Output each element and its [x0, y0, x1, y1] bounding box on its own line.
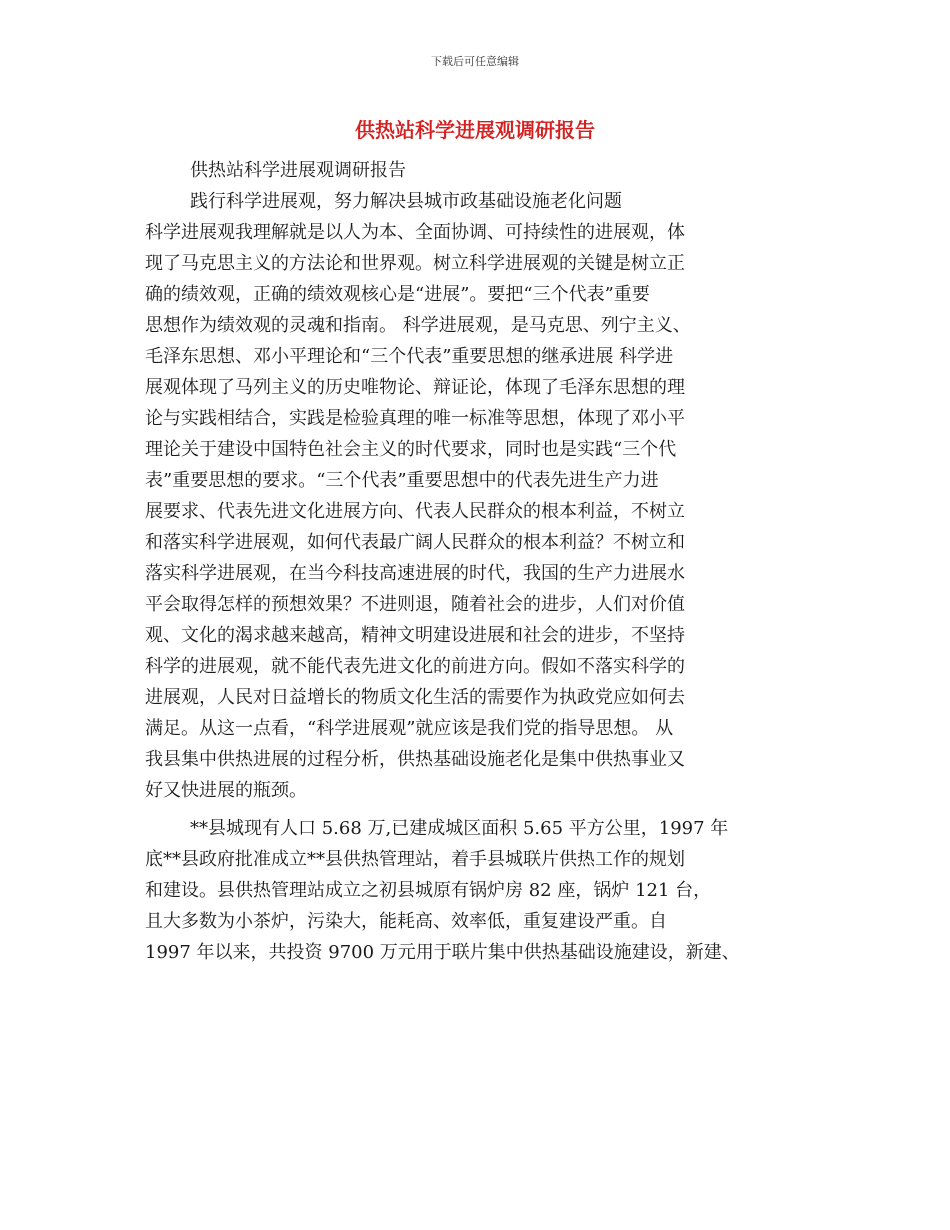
text-line: 且大多数为小茶炉，污染大，能耗高、效率低，重复建设严重。自 — [145, 911, 667, 932]
page-header-note: 下载后可任意编辑 — [431, 55, 519, 68]
text-line: 底**县政府批准成立**县供热管理站，着手县城联片供热工作的规划 — [145, 849, 685, 870]
text-line: 表”重要思想的要求。“三个代表”重要思想中的代表先进生产力进 — [145, 470, 659, 491]
document-body — [145, 155, 815, 968]
text-line: 满足。从这一点看，“科学进展观”就应该是我们党的指导思想。 从 — [145, 718, 674, 739]
text-line: 进展观，人民对日益增长的物质文化生活的需要作为执政党应如何去 — [145, 687, 685, 708]
text-line: 现了马克思主义的方法论和世界观。树立科学进展观的关键是树立正 — [145, 253, 685, 274]
text-line: 展观体现了马列主义的历史唯物论、辩证论，体现了毛泽东思想的理 — [145, 377, 685, 398]
text-line: 理论关于建设中国特色社会主义的时代要求，同时也是实践“三个代 — [145, 439, 677, 460]
text-line: 和建设。县供热管理站成立之初县城原有锅炉房 82 座，锅炉 121 台， — [145, 880, 712, 901]
text-line: 论与实践相结合，实践是检验真理的唯一标准等思想，体现了邓小平 — [145, 408, 685, 429]
text-line: 我县集中供热进展的过程分析，供热基础设施老化是集中供热事业又 — [145, 749, 685, 770]
text-line: 观、文化的渴求越来越高，精神文明建设进展和社会的进步，不坚持 — [145, 625, 685, 646]
text-line: 确的绩效观，正确的绩效观核心是“进展”。要把“三个代表”重要 — [145, 284, 650, 305]
paragraph-1 — [145, 217, 815, 806]
section-heading: 践行科学进展观，努力解决县城市政基础设施老化问题 — [190, 191, 622, 212]
text-line: **县城现有人口 5.68 万,已建成城区面积 5.65 平方公里，1997 年 — [190, 818, 729, 839]
text-line: 科学的进展观，就不能代表先进文化的前进方向。假如不落实科学的 — [145, 656, 685, 677]
document-title: 供热站科学进展观调研报告 — [355, 118, 595, 142]
text-line: 思想作为绩效观的灵魂和指南。 科学进展观，是马克思、列宁主义、 — [145, 315, 691, 336]
text-line: 和落实科学进展观，如何代表最广阔人民群众的根本利益？不树立和 — [145, 532, 685, 553]
text-line: 1997 年以来，共投资 9700 万元用于联片集中供热基础设施建设，新建、 — [145, 942, 740, 963]
text-line: 展要求、代表先进文化进展方向、代表人民群众的根本利益，不树立 — [145, 501, 685, 522]
text-line: 落实科学进展观，在当今科技高速进展的时代，我国的生产力进展水 — [145, 563, 685, 584]
text-line: 毛泽东思想、邓小平理论和“三个代表”重要思想的继承进展 科学进 — [145, 346, 674, 367]
document-subtitle: 供热站科学进展观调研报告 — [190, 160, 406, 181]
text-line: 好又快进展的瓶颈。 — [145, 780, 307, 801]
paragraph-2 — [145, 813, 815, 968]
text-line: 科学进展观我理解就是以人为本、全面协调、可持续性的进展观，体 — [145, 222, 685, 243]
text-line: 平会取得怎样的预想效果？不进则退，随着社会的进步，人们对价值 — [145, 594, 685, 615]
